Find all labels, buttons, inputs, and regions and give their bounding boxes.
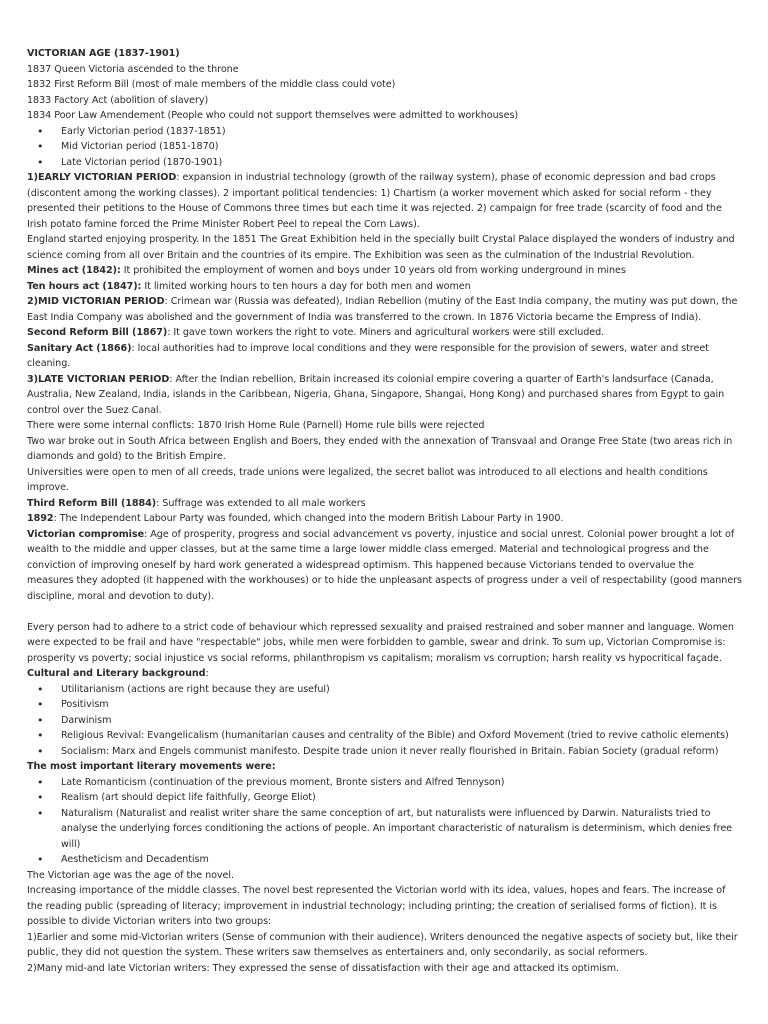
intro-line: 1833 Factory Act (abolition of slavery) — [27, 94, 209, 106]
internal-conflicts-paragraph: There were some internal conflicts: 1870 Irish Home Rule (Parnell) Home rule bills were rejected — [27, 420, 485, 431]
late-period-text: : After the Indian rebellion, Britain increased its colonial empire covering a quarter of Earth's landsurface (Canada, Australia, New Zealand, India, islands in the Caribbean, Nigeria, Ghana, Singapore, Shangai, Hong Kong) and purchased shares from Egypt to gain control over the Suez Canal. — [27, 373, 725, 416]
mines-act-text: It prohibited the employment of women and boys under 10 years old from working underground in mines — [120, 265, 626, 276]
victorian-compromise-text: : Age of prosperity, progress and social advancement vs poverty, injustice and social unrest. Colonial power brought a lot of wealth to the middle and upper classes, but at the same time a large lower middle class emerged. Material and technological progress and the conviction of improving oneself by hard work generated a widespread optimism. This happened because Victorians tended to overvalue the measures they adopted (it happened with the workhouses) or to hide the unpleasant aspects of progress under a veil of respectability (good manners discipline, moral and devotion to duty). — [27, 528, 743, 602]
list-item: • Darwinism — [27, 713, 742, 729]
mid-period-text: : Crimean war (Russia was defeated), Indian Rebellion (mutiny of the East India company, the mutiny was put down, the East India Company was abolished and the government of India was transferred to the crown. In 1876 Victoria became the Empress of India). — [27, 296, 738, 323]
early-period-text: : expansion in industrial technology (growth of the railway system), phase of economic depression and bad crops (discontent among the working classes). 2 important political tendencies: 1) Chartism (a worker movement which asked for social reform - they presented their petitions to the House of Commons three times but each time it was rejected. 2) campaign for free trade (scarcity of food and the Irish potato famine forced the Prime Minister Robert Peel to repeal the Corn Laws). — [27, 172, 722, 230]
blank-line — [27, 604, 742, 620]
cultural-background-heading — [27, 666, 742, 682]
middle-classes-paragraph: Increasing importance of the middle classes. The novel best represented the Victorian world with its idea, values, hopes and fears. The increase of the reading public (spreading of literacy; improvement in industrial technology; including printing; the creation of serialised forms of fiction). It is possible to divide Victorian writers into two groups: — [27, 885, 726, 927]
mines-act-label: Mines act (1842): — [27, 265, 121, 276]
literary-movements-heading: The most important literary movements were: — [27, 761, 276, 772]
mid-period-paragraph — [27, 294, 742, 325]
intro-line: 1832 First Reform Bill (most of male members of the middle class could vote) — [27, 79, 396, 90]
victorian-compromise-paragraph — [27, 527, 742, 605]
ten-hours-act-label: Ten hours act (1847): — [27, 280, 142, 292]
sanitary-act-label: Sanitary Act (1866) — [27, 342, 132, 354]
labour-party-label: 1892 — [27, 513, 54, 524]
universities-paragraph: Universities were open to men of all creeds, trade unions were legalized, the secret ballot was introduced to all elections and health conditions improve. — [27, 466, 708, 493]
late-period-paragraph — [27, 372, 742, 419]
document-title: VICTORIAN AGE (1837-1901) — [27, 48, 180, 59]
prosperity-paragraph: England started enjoying prosperity. In the 1851 The Great Exhibition held in the specially built Crystal Palace displayed the wonders of industry and science coming from all over Britain and the countries of its empire. The Exhibition was seen as the culmination of the Industrial Revolution. — [27, 234, 735, 261]
second-reform-label: Second Reform Bill (1867) — [27, 327, 168, 338]
ten-hours-act-paragraph — [27, 279, 742, 295]
list-item: • Positivism — [27, 697, 742, 713]
mid-period-heading: 2)MID VICTORIAN PERIOD — [27, 296, 165, 307]
writers-group-2-paragraph: 2)Many mid-and late Victorian writers: They expressed the sense of dissatisfaction with their age and attacked its optimism. — [27, 962, 620, 974]
second-reform-text: : It gave town workers the right to vote. Miners and agricultural workers were still excluded. — [167, 327, 605, 338]
victorian-compromise-label: Victorian compromise — [27, 528, 145, 540]
boer-war-paragraph: Two war broke out in South Africa between English and Boers, they ended with the annexation of Transvaal and Orange Free State (two areas rich in diamonds and gold) to the British Empire. — [27, 435, 733, 462]
list-item: • Late Victorian period (1870-1901) — [27, 155, 742, 171]
sanitary-act-text: : local authorities had to improve local conditions and they were responsible for the provision of sewers, water and street cleaning. — [27, 342, 709, 369]
list-item: • Early Victorian period (1837-1851) — [27, 124, 742, 140]
list-item: • Utilitarianism (actions are right because they are useful) — [27, 682, 742, 698]
cultural-heading-text: Cultural and Literary background — [27, 668, 206, 679]
third-reform-label: Third Reform Bill (1884) — [27, 497, 157, 509]
list-item: • Realism (art should depict life faithfully, George Eliot) — [27, 790, 742, 806]
list-item: • Religious Revival: Evangelicalism (humanitarian causes and centrality of the Bible) and Oxford Movement (tried to revive catholic elements) — [27, 728, 742, 744]
second-reform-paragraph — [27, 325, 742, 341]
third-reform-text: : Suffrage was extended to all male workers — [156, 497, 366, 509]
early-period-paragraph — [27, 170, 742, 232]
list-item: • Late Romanticism (continuation of the previous moment, Bronte sisters and Alfred Tennyson) — [27, 775, 742, 791]
list-item: • Aestheticism and Decadentism — [27, 852, 742, 868]
sanitary-act-paragraph — [27, 341, 742, 372]
labour-party-paragraph — [27, 511, 742, 527]
intro-line: 1837 Queen Victoria ascended to the throne — [27, 63, 239, 75]
cultural-list — [27, 682, 742, 760]
periods-list — [27, 124, 742, 171]
cultural-heading-suffix: : — [205, 668, 209, 679]
movements-list — [27, 775, 742, 868]
list-item: • Naturalism (Naturalist and realist writer share the same conception of art, but naturalists were influenced by Darwin. Naturalists tried to analyse the underlying forces conditioning the actions of people. An important characteristic of naturalism is determinism, which denies free will) — [27, 806, 742, 853]
ten-hours-act-text: It limited working hours to ten hours a day for both men and women — [141, 280, 471, 292]
late-period-heading: 3)LATE VICTORIAN PERIOD — [27, 373, 170, 385]
age-of-novel-paragraph: The Victorian age was the age of the novel. — [27, 869, 235, 881]
mines-act-paragraph — [27, 263, 742, 279]
third-reform-paragraph — [27, 496, 742, 512]
list-item: • Socialism: Marx and Engels communist manifesto. Despite trade union it never really flourished in Britain. Fabian Society (gradual reform) — [27, 744, 742, 760]
code-of-behaviour-paragraph: Every person had to adhere to a strict code of behaviour which repressed sexuality and praised restrained and sober manner and language. Women were expected to be frail and have "respectable" jobs, while men were forbidden to gamble, swear and drink. To sum up, Victorian Compromise is: prosperity vs poverty; social injustice vs social reforms, philanthropism vs capitalism; moralism vs corruption; harsh reality vs hypocritical façade. — [27, 621, 734, 664]
intro-line: 1834 Poor Law Amendement (People who could not support themselves were admitted to workhouses) — [27, 110, 519, 121]
list-item: • Mid Victorian period (1851-1870) — [27, 139, 742, 155]
writers-group-1-paragraph: 1)Earlier and some mid-Victorian writers (Sense of communion with their audience). Writers denounced the negative aspects of society but, like their public, they did not question the system. These writers saw themselves as entertainers and, only secondarily, as social reformers. — [27, 931, 738, 958]
early-period-heading: 1)EARLY VICTORIAN PERIOD — [27, 172, 177, 183]
labour-party-text: : The Independent Labour Party was founded, which changed into the modern British Labour Party in 1900. — [53, 513, 564, 524]
